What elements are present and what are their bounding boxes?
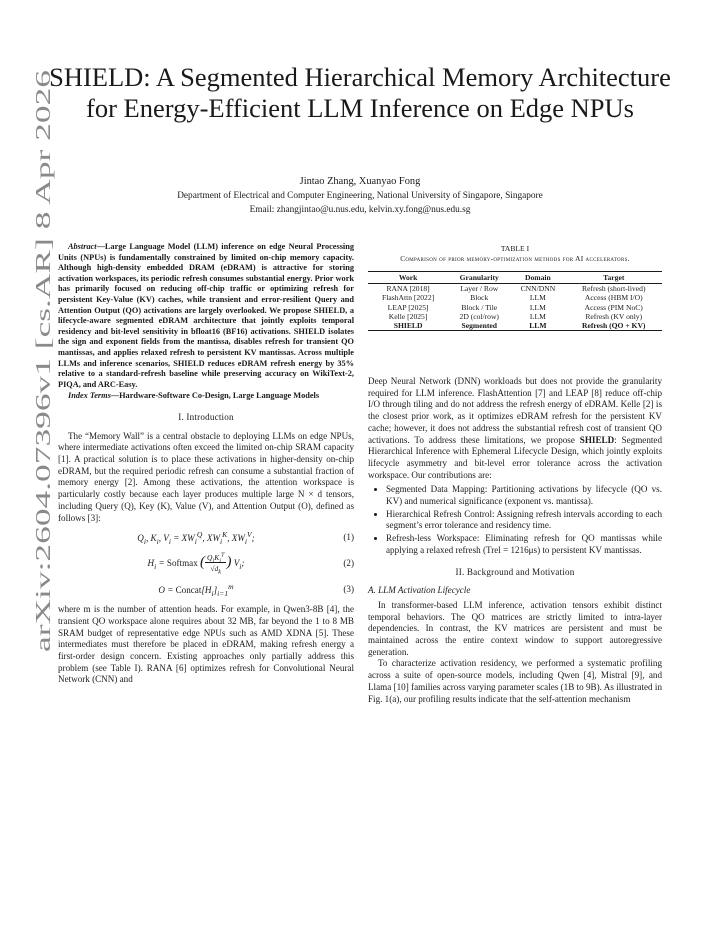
table-cell: RANA [2018] [386, 284, 430, 294]
table-cell: CNN/DNN [520, 284, 556, 294]
index-terms-text: —Hardware-Software Co-Design, Large Language Models [110, 391, 320, 401]
paper-title: SHIELD: A Segmented Hierarchical Memory Architecture for Energy-Efficient LLM Inference on Edge NPUs [49, 62, 671, 123]
table-cell: LLM [529, 293, 546, 303]
equation-2-number: (2) [343, 558, 354, 569]
table-cell: Segmented [448, 321, 510, 331]
background-paragraph-2: To characterize activation residency, we performed a systematic profiling across a suite of open-source models, including Qwen [4], Mistral [9], and Llama [10] families across varying parameter scales (1B to 9B). As illustrated in Fig. 1(a), our profiling results indicate that the self-attention mechanism [368, 658, 662, 704]
table-caption [368, 244, 662, 264]
background-paragraph-1: In transformer-based LLM inference, activation tensors exhibit distinct temporal behaviors. The QO matrices are strictly limited to intra-layer dependencies. In contrast, the KV matrices are persistent and must be maintained across the entire context window to support autoregressive generation. [368, 599, 662, 657]
intro-paragraph-2: where m is the number of attention heads. For example, in Qwen3-8B [4], the transient QO workspace alone requires about 32 MB, far beyond the 1 to 8 MB SRAM budget of representative edge NPUs such as AMD XDNA [5]. These intermediates must therefore be placed in eDRAM, making refresh energy a first-order design concern. Existing approaches only partially address this problem (see Table I). RANA [6] optimizes refresh for Convolutional Neural Network (CNN) and [58, 604, 354, 685]
table-row-shield [368, 321, 662, 331]
table-cell: Access (PIM NoC) [584, 302, 643, 312]
intro-paragraph-1: The “Memory Wall” is a central obstacle to deploying LLMs on edge NPUs, where intermediate activations often exceed the limited on-chip SRAM capacity [1]. A practical solution is to place these activations in higher-density on-chip eDRAM, but the required periodic refresh can consume a substantial fraction of memory energy [2]. Among these activations, the attention workspace is particularly costly because each layer produces multiple large N × d tensors, including Query (Q), Key (K), Value (V), and Attention Output (O), defined as follows [3]: [58, 430, 354, 523]
contribution-item: • Refresh-less Workspace: Eliminating refresh for QO mantissas while applying a relaxed refresh (Trel = 1216μs) to persistent KV mantissas. [386, 533, 662, 556]
table-row [368, 312, 662, 321]
table-header-row [368, 272, 662, 284]
contributions-list [368, 484, 662, 556]
abstract-label: Abstract [68, 242, 97, 251]
table-header-cell: Target [565, 272, 662, 284]
equation-3-number: (3) [343, 584, 354, 595]
arxiv-stamp-text: arXiv:2604.07396v1 [cs.AR] 8 Apr 2026 [31, 306, 55, 652]
table-cell: FlashAttn [2022] [382, 293, 435, 303]
section-heading-introduction: I. Introduction [178, 411, 234, 422]
paper-email: Email: zhangjintao@u.nus.edu, kelvin.xy.fong@nus.edu.sg [249, 205, 471, 215]
table-1 [368, 244, 662, 331]
table-cell: LLM [529, 302, 546, 312]
equation-2 [58, 552, 354, 576]
abstract [58, 242, 354, 390]
equation-1 [58, 529, 354, 547]
comparison-table [368, 271, 662, 331]
table-cell: Kelle [2025] [388, 311, 428, 321]
table-header-cell: Domain [510, 272, 565, 284]
table-cell: Refresh (KV only) [585, 311, 643, 321]
arxiv-stamp-svg [22, 40, 62, 690]
table-row [368, 293, 662, 302]
index-terms-label: Index Terms [68, 391, 111, 401]
table-cell: Access (HBM I/O) [584, 293, 643, 303]
section-heading-background: II. Background and Motivation [455, 566, 575, 577]
equation-1-expr: $Q_i$, $K_i$, $V_i = XW_i^Q$, $XW_i^K$, $XW_i^V$; [137, 529, 255, 546]
table-header-cell: Work [368, 272, 448, 284]
table-label: TABLE I [500, 244, 530, 253]
subsection-heading: A. LLM Activation Lifecycle [368, 585, 471, 596]
table-cell: Refresh (QO + KV) [565, 321, 662, 331]
shield-expansion: : Segmented Hierarchical Inference with Ephemeral Lifecycle Design, which jointly exploits lifecycle asymmetry and bit-level error tolerance across the activation workspace. Our contributions are: [368, 434, 663, 480]
table-cell: Layer / Row [460, 284, 499, 294]
equation-3 [58, 581, 354, 599]
abstract-text: —Large Language Model (LLM) inference on edge Neural Processing Units (NPUs) is fundamentally constrained by limited on-chip memory capacity. Although high-density embedded DRAM (eDRAM) is attractive for storing activation workspaces, its periodic refresh consumes substantial energy. Prior work has primarily focused on reducing off-chip traffic or optimizing refresh for persistent Key-Value (KV) caches, while transient and error-resilient Query and Attention Output (QO) activations are largely overlooked. We propose SHIELD, a lifecycle-aware segmented eDRAM architecture that jointly exploits temporal residency and bit-level sensitivity in bfloat16 (BF16) activations. SHIELD isolates the sign and exponent fields from the mantissa, disables refresh for transient QO mantissas, and applies relaxed refresh to persistent KV mantissas. Across multiple LLMs and inference scenarios, SHIELD reduces eDRAM refresh energy by 35% relative to a standard-refresh baseline while preserving accuracy on WikiText-2, PIQA, and ARC-Easy. [58, 242, 354, 389]
table-caption-text: Comparison of prior memory-optimization methods for AI accelerators. [400, 254, 630, 263]
right-paragraph-1 [368, 376, 662, 481]
equation-2-expr: $H_i$ = Softmax $(\frac{Q_iK_i^T}{√d_k})$ $V_i$; [147, 551, 245, 576]
table-cell: 2D (col/row) [459, 311, 499, 321]
right-paragraph-1-text: Deep Neural Network (DNN) workloads but does not provide the granularity required for LLM inference. FlashAttention [7] and LEAP [8] reduce off-chip I/O through tiling and do not address the refresh energy of eDRAM. Kelle [2] is the closest prior work, as it optimizes eDRAM refresh for the persistent KV cache; however, it does not address the substantial refresh cost of transient QO activations. To address these limitations, we propose [368, 376, 662, 445]
paper-authors: Jintao Zhang, Xuanyao Fong [299, 176, 421, 187]
table-cell: Refresh (short-lived) [582, 284, 646, 294]
table-cell: Block [470, 293, 489, 303]
contribution-item: • Hierarchical Refresh Control: Assigning refresh intervals according to each segment’s error tolerance and residency time. [386, 509, 662, 532]
table-row [368, 303, 662, 312]
table-cell: SHIELD [368, 321, 448, 331]
contribution-item: • Segmented Data Mapping: Partitioning activations by lifecycle (QO vs. KV) and numerical significance (exponent vs. mantissa). [386, 484, 662, 507]
table-cell: LLM [510, 321, 565, 331]
paper-affiliation: Department of Electrical and Computer Engineering, National University of Singapore, Singapore [177, 191, 543, 201]
shield-name: SHIELD [579, 434, 615, 445]
table-cell: LLM [529, 311, 546, 321]
left-column [58, 242, 354, 686]
index-terms [58, 391, 354, 402]
equation-3-expr: $O = Concat[H_i]_{i=1}^m$ [158, 581, 234, 598]
equation-1-number: (1) [343, 532, 354, 543]
right-column [368, 376, 662, 705]
arxiv-stamp [22, 40, 62, 690]
table-cell: LEAP [2025] [387, 302, 429, 312]
table-header-cell: Granularity [448, 272, 510, 284]
table-cell: Block / Tile [461, 302, 498, 312]
table-row [368, 284, 662, 294]
